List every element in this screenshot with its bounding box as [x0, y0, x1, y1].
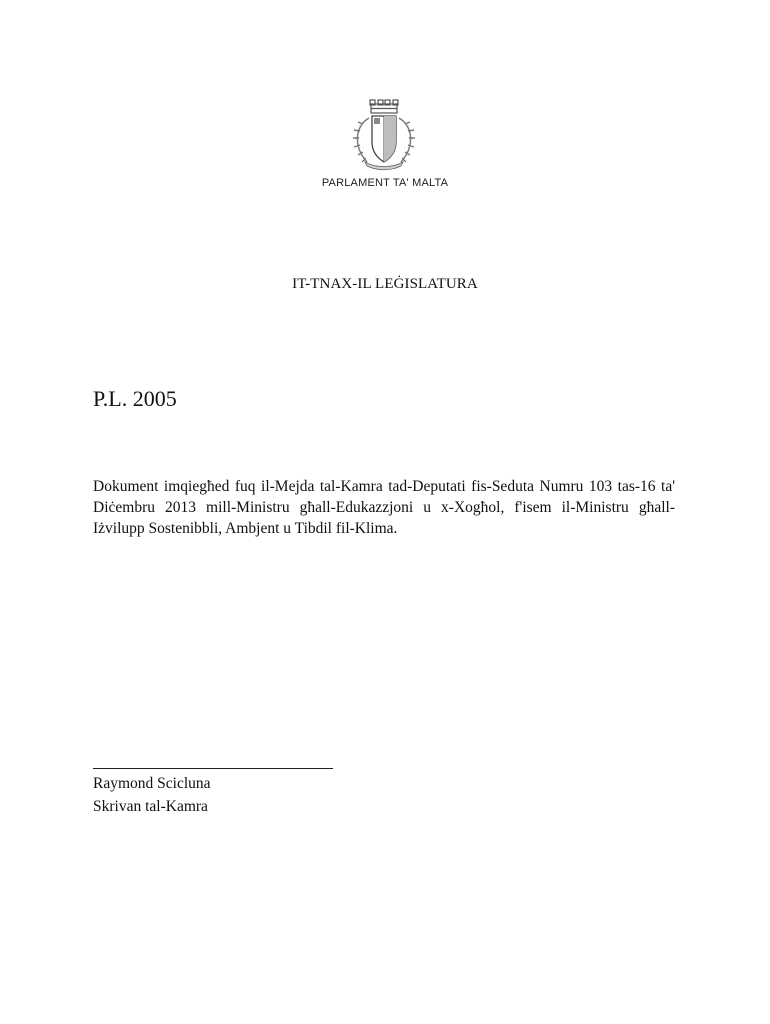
signatory-name: Raymond Scicluna: [93, 775, 211, 792]
signatory-title: Skrivan tal-Kamra: [93, 798, 208, 815]
legislature-heading: IT-TNAX-IL LEĠISLATURA: [292, 276, 478, 292]
parliament-name: PARLAMENT TA' MALTA: [321, 177, 449, 189]
document-number: P.L. 2005: [93, 386, 177, 411]
signature-line: [93, 768, 333, 769]
document-body: Dokument imqiegħed fuq il-Mejda tal-Kamra tad-Deputati fis-Seduta Numru 103 tas-16 ta' Diċembru 2013 mill-Ministru għall-Edukazzjoni u x-Xogħol, f'isem il-Ministru għall-Iżvilupp Sostenibbli, Ambjent u Tibdil fil-Klima.: [93, 478, 675, 537]
coat-of-arms-icon: [349, 98, 419, 172]
